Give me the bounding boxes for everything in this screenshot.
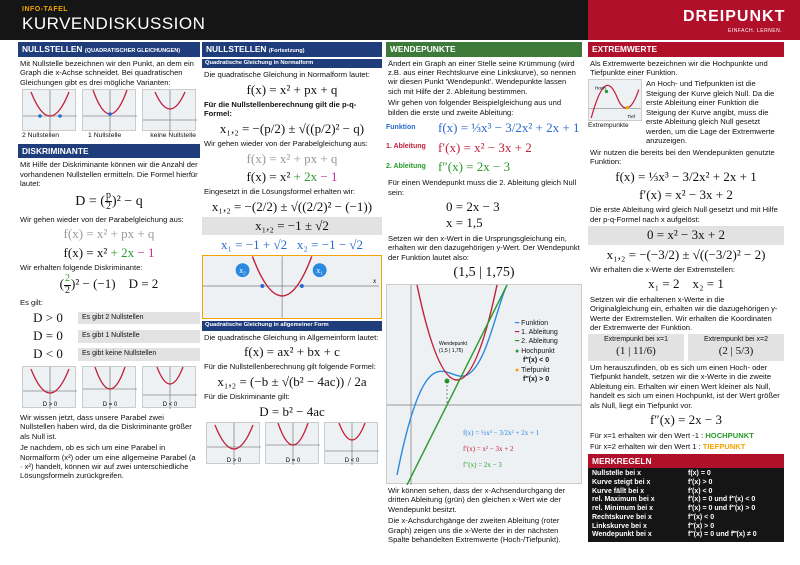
svg-text:D < 0: D < 0 [344, 457, 360, 464]
pq-result: x₁,₂ = −1 ± √2 [202, 217, 382, 235]
text: Wir nutzen die bereits bei den Wendepunkten genutzte Funktion: [590, 147, 775, 167]
parabola-no-root [142, 89, 196, 131]
roots: x₁ = −1 + √2 x₂ = −1 − √2 [220, 237, 364, 253]
svg-text:D < 0: D < 0 [162, 401, 178, 408]
plot-legend: ━ Funktion ━ 1. Ableitung ━ 2. Ableitung ● Hochpunkt f″(x) < 0 ● Tiefpunkt f″(x) > 0 [515, 319, 558, 384]
text: Wir gehen von folgender Beispielgleichung aus und bilden die erste und zweite Ableitung: [388, 98, 562, 117]
column-extremwerte [588, 42, 784, 565]
rule-row: Kurve fällt bei x f′(x) < 0 [592, 487, 713, 495]
section-band-fortsetzung: NULLSTELLEN (Fortsetzung) [202, 42, 382, 57]
text: Für die Nullstellenberechnung gilt die p-q-Formel: [204, 99, 357, 119]
parabola-two-roots [22, 89, 76, 131]
svg-text:f′(x) = x² − 3x + 2: f′(x) = x² − 3x + 2 [463, 444, 514, 453]
outro-text-2: Je nachdem, ob es sich um eine Parabel in Normalform (x²) oder um eine allgemeine Parabel (a · x²) handelt, können wir auf zwei unterschiedliche Lösungsformeln zurückgreifen. [20, 443, 196, 481]
subsection-normalform: Quadratische Gleichung in Normalform [202, 59, 382, 68]
svg-text:(1,5 | 1,75): (1,5 | 1,75) [439, 347, 464, 354]
extrema-caption: Extrempunkte [588, 122, 629, 130]
svg-text:Tief: Tief [627, 115, 636, 121]
text: Die quadratische Gleichung in Normalform lautet: [204, 70, 370, 80]
derivatives-plot [386, 284, 582, 484]
disc-positive-tile [22, 366, 76, 408]
disc-zero-tile [265, 422, 319, 464]
first-derivative-formula: f′(x) = x² − 3x + 2 [639, 187, 733, 203]
section-band-extremwerte: EXTREMWERTE [588, 42, 784, 57]
svg-text:D = 0: D = 0 [285, 457, 301, 464]
second-derivative-formula: f″(x) = 2x − 3 [649, 412, 723, 428]
function-formula: f(x) = ⅓x³ − 3/2x² + 2x + 1 [615, 168, 757, 184]
parabola-one-root [82, 89, 136, 131]
brand-block [588, 0, 800, 40]
disc-zero-tile [82, 366, 136, 408]
rule-row: Nullstelle bei x f(x) = 0 [592, 470, 711, 478]
text: Wir können sehen, dass der x-Achsendurchgang der dritten Ableitung (grün) den gleichen x-Wert wie der Wendepunkt besitzt. [388, 485, 566, 514]
text: Um herauszufinden, ob es sich um einen Hoch- oder Tiefpunkt handelt, setzen wir die x-Werte in die zweite Ableitung ein. Erhalten wir einen Wert kleiner als Null, handelt es sich um einen Hochpunkt, ist der Wert größer als Null, liegt ein Tiefpunkt vor. [590, 362, 780, 410]
disc-negative-tile [142, 366, 196, 408]
disc-result: ( $\frac{2}{2}$ )² − (−1) D = 2 [59, 273, 159, 296]
rules-list [588, 468, 784, 542]
extrema-block [588, 79, 784, 145]
normalform-formula: f(x) = x² + px + q [246, 81, 338, 97]
svg-text:x₂: x₂ [239, 266, 246, 276]
text: Die quadratische Gleichung in Allgemeinform lautet: [204, 332, 379, 342]
disc-negative-tile [324, 422, 378, 464]
section-band-merkregeln: MERKREGELN [588, 454, 784, 469]
extrema-image [588, 79, 642, 145]
section-band-diskriminante: DISKRIMINANTE [18, 144, 200, 159]
svg-text:f″(x) = 2x − 3: f″(x) = 2x − 3 [463, 460, 502, 469]
concrete-formula: f(x) = x² + 2x − 1 [246, 168, 338, 184]
general-formula: f(x) = x² + px + q [246, 150, 338, 166]
intro-text: Mit Nullstelle bezeichnen wir den Punkt, an dem ein Graph die x-Achse schneidet. Bei quadratischen Gleichungen gibt es drei mögliche Varianten: [20, 58, 194, 87]
disc-result-text: Wir erhalten folgende Diskriminante: [20, 262, 143, 272]
svg-text:x₁: x₁ [316, 266, 324, 276]
es-gilt: Es gilt: [20, 298, 43, 308]
column-nullstellen [18, 42, 200, 565]
function-row: Funktion f(x) = ⅓x³ − 3/2x² + 2x + 1 [386, 120, 580, 136]
disc-tiles [20, 366, 198, 408]
extrema-points [588, 334, 784, 361]
svg-text:D = 0: D = 0 [102, 401, 118, 408]
turning-point: (1,5 | 1,75) [453, 265, 515, 281]
parabola-tiles [20, 89, 198, 131]
svg-text:D > 0: D > 0 [42, 401, 58, 408]
svg-text:D > 0: D > 0 [226, 457, 242, 464]
page-title: KURVENDISKUSSION [22, 14, 206, 33]
brand-logo: DREIPUNKT [683, 8, 786, 25]
abc-formula: x₁,₂ = (−b ± √(b² − 4ac)) / 2a [217, 373, 367, 389]
rule-row: Linkskurve bei x f″(x) > 0 [592, 522, 715, 530]
text: Für die Nullstellenberechnung gilt folgende Formel: [204, 362, 376, 372]
text: Für einen Wendepunkt muss die 2. Ableitung gleich Null sein: [388, 178, 577, 197]
example-text: Wir gehen wieder von der Parabelgleichung aus: [20, 214, 184, 224]
second-derivative-row: 2. Ableitung f″(x) = 2x − 3 [386, 158, 511, 174]
disc-formula: D = ( $\frac{p}{2}$ )² − q [75, 189, 143, 213]
extrema-point-1: Extrempunkt bei x=1 (1 | 11/6) [588, 334, 684, 361]
roots-plot [202, 255, 382, 319]
disc-positive-tile [206, 422, 260, 464]
case-row: D = 0 Es gibt 1 Nullstelle [18, 328, 200, 344]
section-band-nullstellen: NULLSTELLEN (QUADRATISCHER GLEICHUNGEN) [18, 42, 200, 57]
first-derivative-row: 1. Ableitung f′(x) = x² − 3x + 2 [386, 139, 532, 155]
text: An Hoch- und Tiefpunkten ist die Steigung der Kurve gleich Null. Da die erste Ableitung einer Funktion die Steigung der Kurve angibt, muss die erste Ableitung gleich Null gesetzt werden, um die Lage der Extremwerte anzuzeigen. [646, 79, 775, 146]
column-wendepunkte [386, 42, 582, 565]
outro-text-1: Wir wissen jetzt, dass unsere Parabel zwei Nullstellen haben wird, da die Diskriminante größer als Null ist. [20, 412, 192, 441]
text: Wir erhalten die x-Werte der Extremstellen: [590, 264, 736, 274]
example-concrete: f(x) = x² + 2x − 1 [63, 244, 155, 260]
pq-filled: x₁,₂ = −(2/2) ± √((2/2)² − (−1)) [211, 198, 373, 214]
result-hoch: Für x=1 erhalten wir den Wert -1 : HOCHPUNKT [590, 430, 754, 440]
brand-tagline: EINFACH. LERNEN. [728, 28, 783, 34]
equation: 0 = x² − 3x + 2 [588, 226, 784, 244]
case-row: D < 0 Es gibt keine Nullstellen [18, 346, 200, 362]
case-row: D > 0 Es gibt 2 Nullstellen [18, 310, 200, 326]
intro-text: Ändert ein Graph an einer Stelle seine Krümmung (wird z.B. aus einer Rechtskurve eine Linkskurve), so nennen wir diesen Punkt 'Wendepunkt'. Wendepunkte lassen sich mit Hilfe der 2. Ableitung bestimmen. [388, 58, 576, 96]
extrema-point-2: Extrempunkt bei x=2 (2 | 5/3) [688, 334, 784, 361]
disc-text: Mit Hilfe der Diskriminante können wir die Anzahl der vorhandenen Nullstellen ermitteln. Die Formel hierfür lautet: [20, 160, 198, 189]
text: Die x-Achsdurchgänge der zweiten Ableitung (roter Graph) zeigen uns die x-Werte der in der nächsten Spalte behandelten Extremwerte (Hoch-/Tiefpunkt). [388, 516, 561, 544]
rule-row: Rechtskurve bei x f″(x) < 0 [592, 513, 715, 521]
svg-text:x: x [373, 279, 377, 286]
rule-row: rel. Maximum bei x f′(x) = 0 und f″(x) < 0 [592, 496, 756, 504]
column-nullstellen-fortsetzung [202, 42, 382, 565]
text: Für die Diskriminante gilt: [204, 392, 290, 402]
text: Wir gehen wieder von der Parabelgleichung aus: [204, 139, 368, 149]
intro-text: Als Extremwerte bezeichnen wir die Hochpunkte und Tiefpunkte einer Funktion. [590, 58, 768, 77]
svg-text:Hoch: Hoch [595, 86, 607, 92]
pq-formula: x₁,₂ = −(p/2) ± √((p/2)² − q) [219, 120, 365, 136]
text: Setzen wir die erhaltenen x-Werte in die Originalgleichung ein, erhalten wir die dazugehörigen y-Werte der Extremstellen. Wir erhalten die Koordinaten der Extremwerte der Funktion. [590, 294, 778, 332]
disc-general: D = b² − 4ac [259, 403, 325, 419]
subsection-allgemeinform: Quadratische Gleichung in allgemeiner Form [202, 321, 382, 330]
text: Eingesetzt in die Lösungsformel erhalten wir: [204, 187, 356, 197]
header-kicker: INFO-TAFEL [22, 6, 69, 13]
svg-text:Wendepunkt: Wendepunkt [439, 340, 467, 347]
disc-tiles-2 [204, 422, 380, 464]
equation: x = 1,5 [446, 215, 483, 231]
svg-text:f(x) = ⅓x³ − 3/2x² + 2x + 1: f(x) = ⅓x³ − 3/2x² + 2x + 1 [463, 428, 540, 437]
extrema-x: x₁ = 2 x₂ = 1 [648, 276, 724, 292]
rule-row: Wendepunkt bei x f″(x) = 0 und f‴(x) ≠ 0 [592, 531, 757, 539]
equation: 0 = 2x − 3 [446, 199, 500, 215]
text: Setzen wir den x-Wert in die Ursprungsgleichung ein, erhalten wir den dazugehörigen y-Wert. Der Wendepunkt der Funktion lautet also: [388, 233, 580, 262]
rule-row: Kurve steigt bei x f′(x) > 0 [592, 478, 713, 486]
parabola-captions: 2 Nullstellen 1 Nullstelle keine Nullstelle [22, 132, 196, 140]
example-general: f(x) = x² + px + q [63, 226, 155, 242]
section-band-wendepunkte: WENDEPUNKTE [386, 42, 582, 57]
text: Die erste Ableitung wird gleich Null gesetzt und mit Hilfe der p-q-Formel nach x aufgelöst: [590, 205, 778, 224]
rule-row: rel. Minimum bei x f′(x) = 0 und f″(x) > 0 [592, 505, 756, 513]
allgemein-formula: f(x) = ax² + bx + c [244, 344, 340, 360]
result-tief: Für x=2 erhalten wir den Wert 1 : TIEFPUNKT [590, 442, 746, 452]
pq-formula: x₁,₂ = −(−3/2) ± √((−3/2)² − 2) [606, 246, 766, 262]
